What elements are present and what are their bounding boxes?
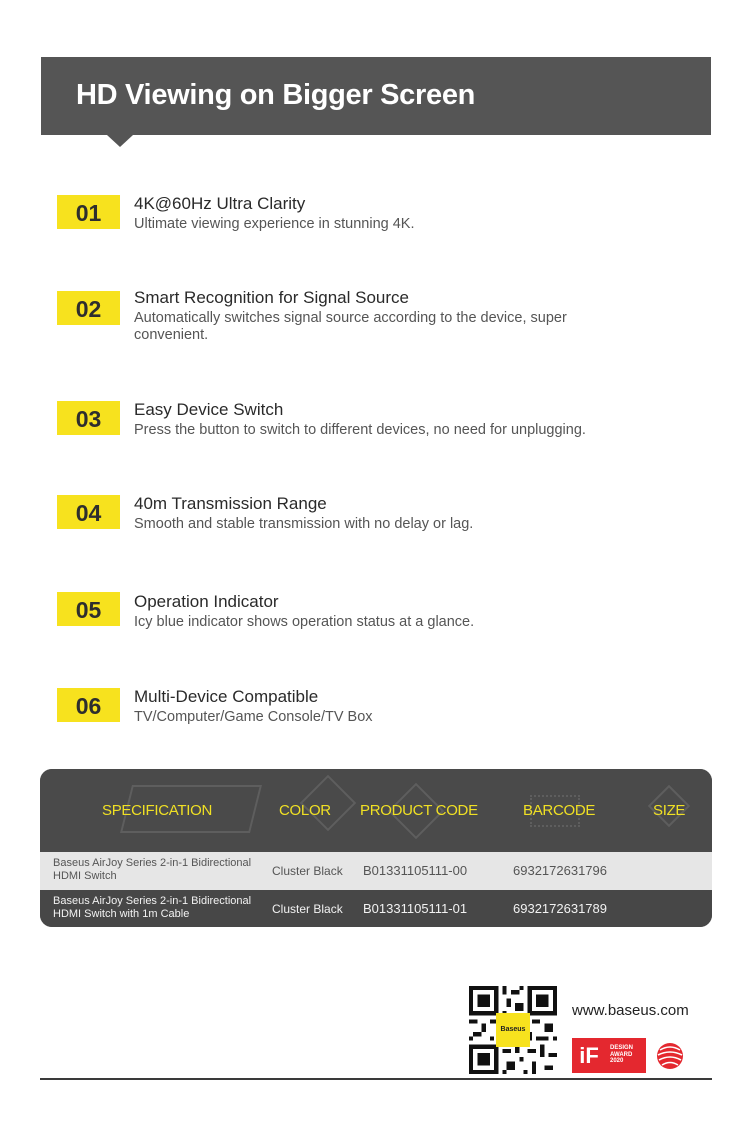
qr-code[interactable] [469, 986, 557, 1074]
column-header-size: SIZE [653, 802, 686, 819]
column-header-barcode: BARCODE [523, 802, 596, 819]
cell-barcode: 6932172631796 [513, 863, 607, 878]
column-header-color: COLOR [279, 802, 331, 819]
feature-description: Automatically switches signal source according to the device, super convenient. [134, 310, 567, 343]
cell-color: Cluster Black [272, 902, 343, 916]
cell-product-code: B01331105111-01 [363, 901, 468, 916]
if-award-line: AWARD [610, 1051, 633, 1058]
cell-product-code: B01331105111-00 [363, 863, 468, 878]
feature-description: Press the button to switch to different devices, no need for unplugging. [134, 422, 586, 438]
footer-divider [40, 1078, 712, 1080]
cell-color: Cluster Black [272, 864, 343, 878]
feature-title: Multi-Device Compatible [134, 687, 319, 706]
feature-title: Operation Indicator [134, 592, 279, 611]
spec-table [40, 769, 712, 927]
cell-specification: Baseus AirJoy Series 2-in-1 Bidirectional HDMI Switch with 1m Cable [53, 895, 252, 920]
cell-barcode: 6932172631789 [513, 901, 607, 916]
feature-number-badge: 06 [57, 688, 120, 722]
feature-description: Smooth and stable transmission with no delay or lag. [134, 516, 474, 532]
column-header-specification: SPECIFICATION [102, 802, 212, 819]
feature-number-badge: 03 [57, 401, 120, 435]
spec-table-header [40, 769, 712, 852]
if-design-award-logo [572, 1038, 646, 1073]
website-link[interactable]: www.baseus.com [572, 1002, 689, 1019]
header-banner [41, 57, 711, 135]
feature-title: Smart Recognition for Signal Source [134, 288, 409, 307]
red-dot-award-icon [652, 1040, 688, 1072]
feature-number-badge: 04 [57, 495, 120, 529]
cell-specification: Baseus AirJoy Series 2-in-1 Bidirectional HDMI Switch [53, 857, 252, 882]
if-award-line: DESIGN [610, 1045, 634, 1051]
qr-brand-logo: Baseus [496, 1013, 530, 1047]
column-header-product-code: PRODUCT CODE [360, 802, 478, 819]
if-logo-mark: iF [579, 1043, 599, 1068]
feature-number-badge: 01 [57, 195, 120, 229]
feature-description: TV/Computer/Game Console/TV Box [134, 709, 373, 725]
feature-number-badge: 05 [57, 592, 120, 626]
feature-title: Easy Device Switch [134, 400, 284, 419]
feature-description: Ultimate viewing experience in stunning 4K. [134, 216, 415, 232]
page-title: HD Viewing on Bigger Screen [76, 79, 476, 111]
feature-title: 4K@60Hz Ultra Clarity [134, 194, 306, 213]
header-pointer [107, 135, 133, 147]
table-row [40, 852, 712, 890]
feature-title: 40m Transmission Range [134, 494, 327, 513]
feature-number-badge: 02 [57, 291, 120, 325]
table-row [40, 890, 712, 927]
feature-description: Icy blue indicator shows operation status at a glance. [134, 614, 475, 630]
if-award-text [610, 1045, 633, 1065]
if-award-line: 2020 [610, 1058, 624, 1064]
